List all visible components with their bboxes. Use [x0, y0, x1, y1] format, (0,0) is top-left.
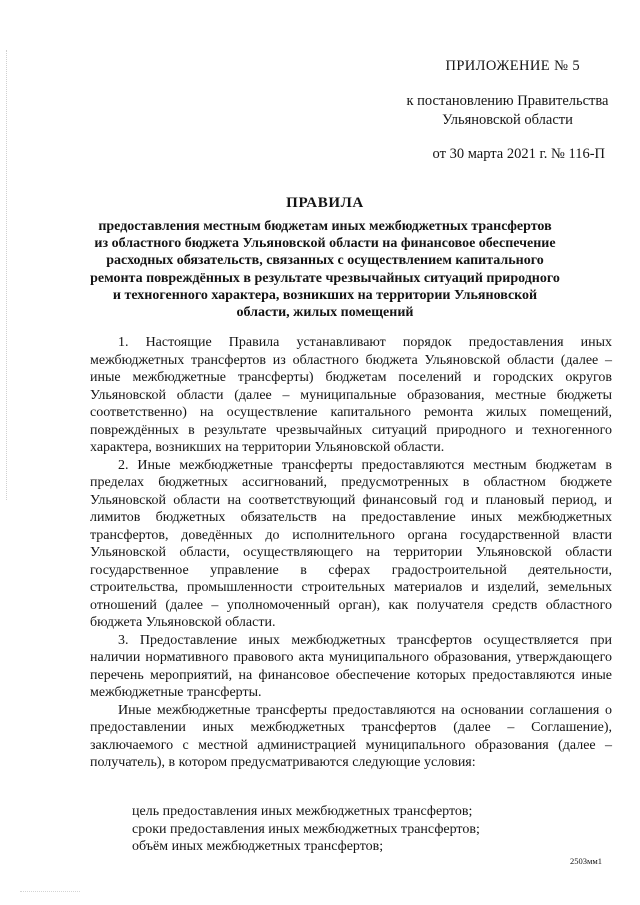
footer-document-code: 2503мм1 — [569, 856, 602, 866]
decree-date-number: от 30 марта 2021 г. № 116-П — [432, 146, 605, 162]
document-body — [90, 334, 612, 772]
conditions-list — [132, 803, 480, 856]
scan-corner-mark — [20, 891, 80, 893]
document-subtitle: предоставления местным бюджетам иных межбюджетных трансфертов из областного бюджета Ульяновской области на финансовое обеспечение расходных обязательств, связанных с осуществлением капитального ремонта повреждённых в результате чрезвычайных ситуаций природного и техногенного характера, возникших на территории Ульяновской области, жилых помещений — [90, 219, 560, 321]
list-item: объём иных межбюджетных трансфертов; — [132, 839, 384, 854]
list-item: цель предоставления иных межбюджетных трансфертов; — [132, 804, 473, 819]
paragraph-2: 2. Иные межбюджетные трансферты предоставляются местным бюджетам в пределах бюджетных ассигнований, предусмотренных в областном бюджете Ульяновской области на соответствующий финансовый год и плановый период, и лимитов бюджетных обязательств на предоставление иных межбюджетных трансфертов, доведённых до исполнительного органа государственной власти Ульяновской области, осуществляющего на территории Ульяновской области государственное управление в сферах градостроительной деятельности, строительства, промышленности строительных материалов и изделий, земельных отношений (далее – уполномоченный орган), как получателя средств областного бюджета Ульяновской области. — [90, 457, 612, 630]
paragraph-4: Иные межбюджетные трансферты предоставляются на основании соглашения о предоставлении иных межбюджетных трансфертов (далее – Соглашение), заключаемого с местной администрацией муниципального образования (далее – получатель), в котором предусматриваются следующие условия: — [90, 702, 612, 770]
document-title-block — [90, 195, 560, 321]
paragraph-1: 1. Настоящие Правила устанавливают порядок предоставления иных межбюджетных трансфертов из областного бюджета Ульяновской области (далее – иные межбюджетные трансферты) бюджетам поселений и городских округов Ульяновской области (далее – муниципальные образования, местные бюджеты соответственно) на осуществление капитального ремонта жилых помещений, повреждённых в результате чрезвычайных ситуаций природного и техногенного характера, возникших на территории Ульяновской области. — [90, 335, 612, 455]
decree-reference-line-1: к постановлению Правительства — [406, 93, 609, 109]
scan-margin-marks — [6, 50, 9, 500]
appendix-label: ПРИЛОЖЕНИЕ № 5 — [445, 58, 580, 74]
document-title: ПРАВИЛА — [286, 195, 364, 211]
paragraph-3: 3. Предоставление иных межбюджетных трансфертов осуществляется при наличии нормативного правового акта муниципального образования, утверждающего перечень мероприятий, на финансовое обеспечение которых предоставляются иные межбюджетные трансферты. — [90, 632, 612, 700]
decree-reference-line-2: Ульяновской области — [442, 112, 573, 128]
decree-reference — [400, 92, 615, 130]
list-item: сроки предоставления иных межбюджетных трансфертов; — [132, 821, 480, 837]
